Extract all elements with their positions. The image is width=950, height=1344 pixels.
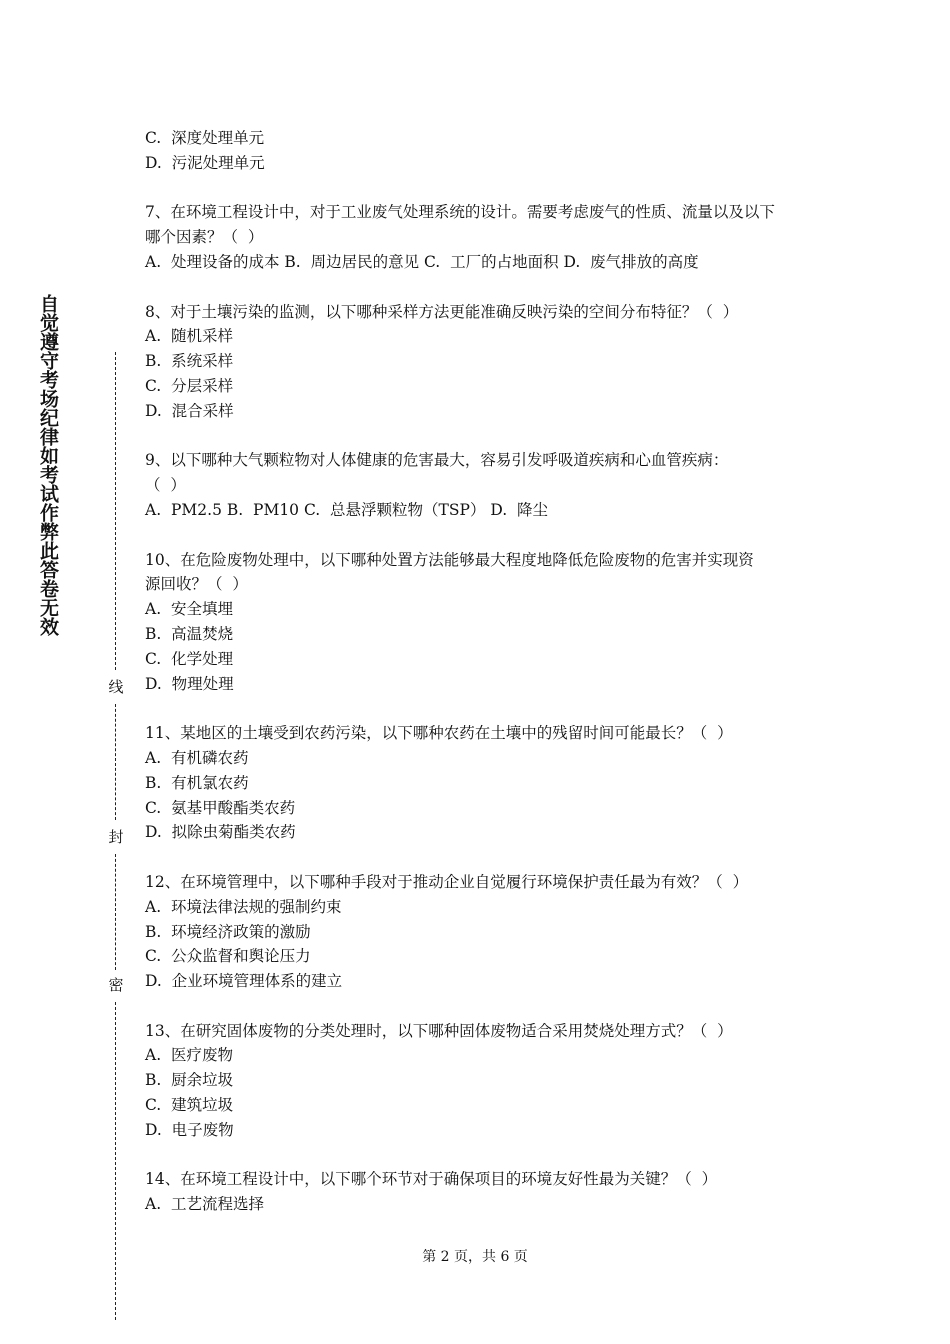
question-7 [145,200,825,274]
option-line: D. 拟除虫菊酯类农药 [145,823,296,842]
option-line: D. 电子废物 [145,1120,234,1139]
binding-mark-xian: 线 [108,678,124,696]
question-stem: 9、以下哪种大气颗粒物对人体健康的危害最大，容易引发呼吸道疾病和心血管疾病： [145,451,729,470]
option-line: A. 工艺流程选择 [145,1195,264,1214]
binding-mark-mi: 密 [108,976,124,994]
question-stem: 12、在环境管理中，以下哪种手段对于推动企业自觉履行环境保护责任最为有效？（ ） [145,872,749,891]
option-line: B. 有机氯农药 [145,773,249,792]
option-line: D. 企业环境管理体系的建立 [145,972,343,991]
question-8 [145,300,825,424]
option-line: C. 化学处理 [145,649,234,668]
option-line: B. 系统采样 [145,352,234,371]
option-line: A. 随机采样 [145,327,233,346]
carry-over-options [145,126,825,176]
question-stem: 源回收？（ ） [145,575,248,594]
question-content [145,126,825,1217]
question-stem: （ ） [145,476,186,495]
binding-line [104,352,128,1320]
question-stem: 11、某地区的土壤受到农药污染，以下哪种农药在土壤中的残留时间可能最长？（ ） [145,724,733,743]
option-line: D. 污泥处理单元 [145,153,265,172]
question-9 [145,448,825,522]
option-line: C. 公众监督和舆论压力 [145,947,311,966]
page-number: 第 2 页，共 6 页 [422,1249,528,1265]
option-line: C. 氨基甲酸酯类农药 [145,798,296,817]
question-12 [145,870,825,994]
option-line: B. 高温焚烧 [145,624,234,643]
option-line: A. 有机磷农药 [145,748,249,767]
option-line: A. 医疗废物 [145,1046,233,1065]
question-stem: 14、在环境工程设计中，以下哪个环节对于确保项目的环境友好性最为关键？（ ） [145,1170,718,1189]
question-13 [145,1019,825,1143]
option-line: D. 物理处理 [145,674,234,693]
question-stem: 哪个因素？（ ） [145,228,264,247]
option-line: A. PM2.5 B. PM10 C. 总悬浮颗粒物（TSP） D. 降尘 [145,500,549,519]
option-line: A. 处理设备的成本 B. 周边居民的意见 C. 工厂的占地面积 D. 废气排放的高度 [145,252,699,271]
question-10 [145,548,825,697]
binding-mark-feng: 封 [108,828,124,846]
option-line: D. 混合采样 [145,401,234,420]
question-11 [145,721,825,845]
option-line: A. 安全填埋 [145,600,233,619]
question-stem: 7、在环境工程设计中，对于工业废气处理系统的设计。需要考虑废气的性质、流量以及以下 [145,203,775,222]
option-line: A. 环境法律法规的强制约束 [145,897,342,916]
option-line: B. 厨余垃圾 [145,1071,234,1090]
exam-discipline-notice: 自觉遵守考场纪律如考试作弊此答卷无效 [37,294,59,636]
question-14 [145,1167,825,1217]
option-line: C. 深度处理单元 [145,129,265,147]
question-stem: 8、对于土壤污染的监测，以下哪种采样方法更能准确反映污染的空间分布特征？（ ） [145,302,739,321]
option-line: B. 环境经济政策的激励 [145,922,311,941]
option-line: C. 分层采样 [145,376,234,395]
question-stem: 10、在危险废物处理中，以下哪种处置方法能够最大程度地降低危险废物的危害并实现资 [145,550,754,569]
option-line: C. 建筑垃圾 [145,1096,234,1115]
question-stem: 13、在研究固体废物的分类处理时，以下哪种固体废物适合采用焚烧处理方式？（ ） [145,1021,733,1040]
